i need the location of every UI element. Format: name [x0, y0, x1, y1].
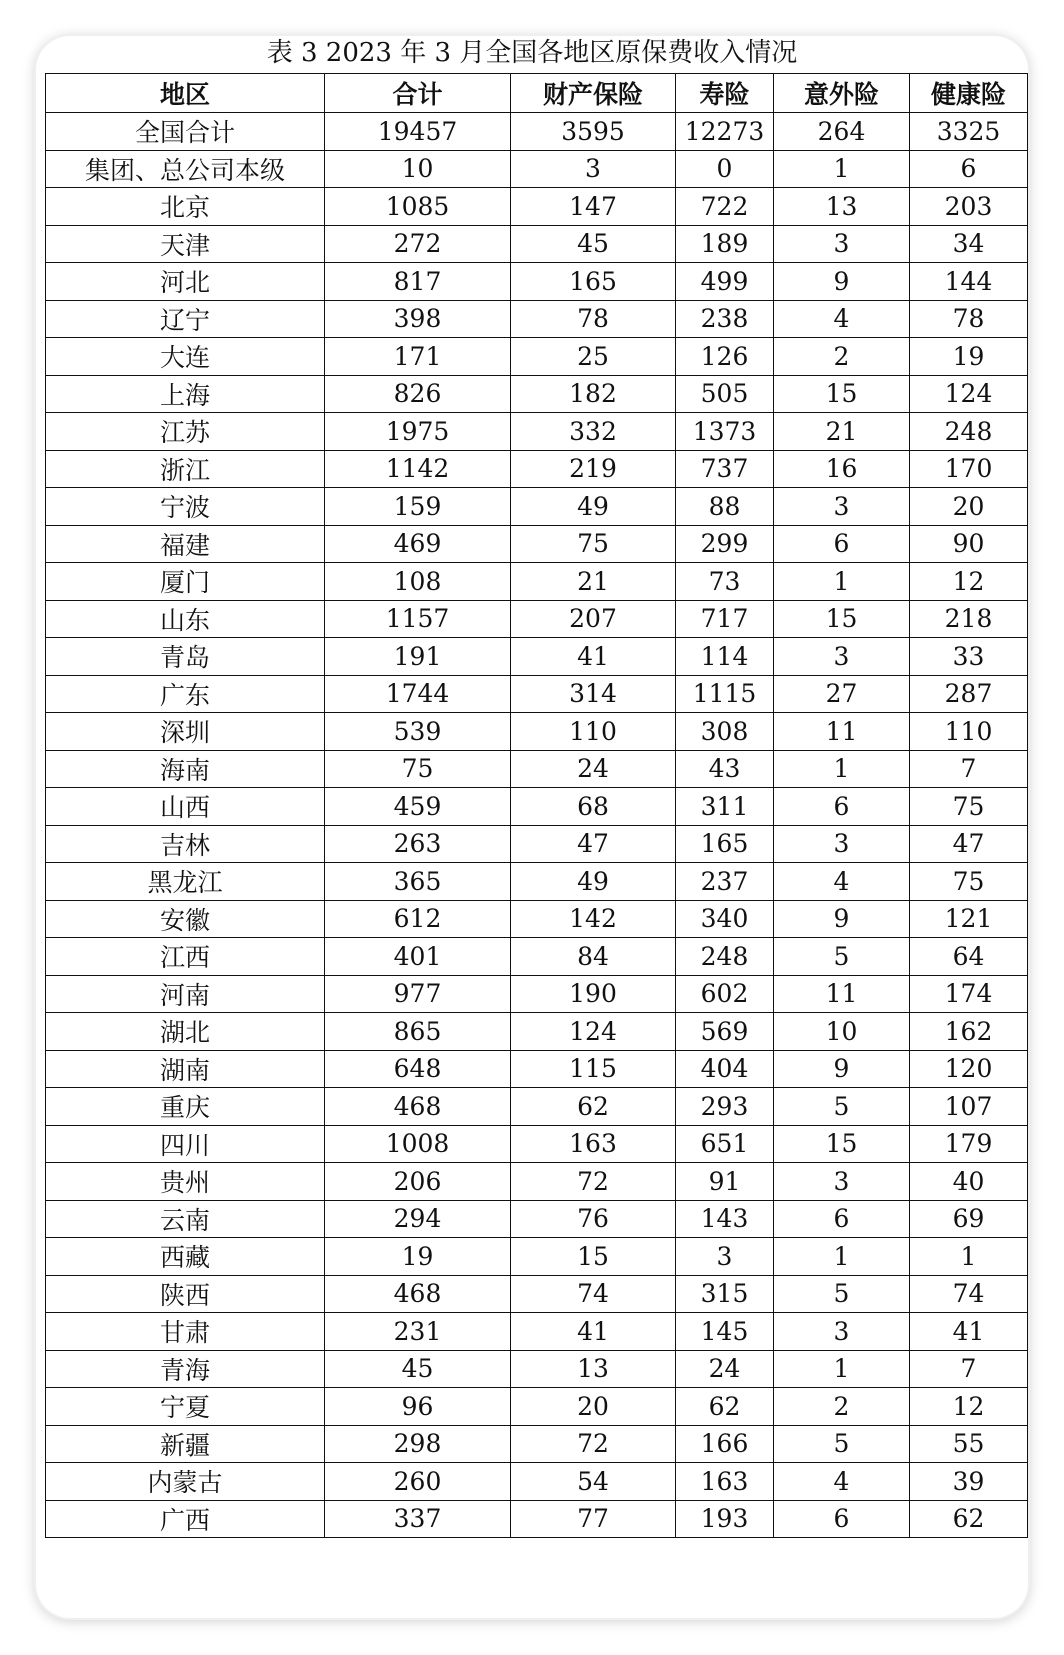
cell-accident: 264 [774, 113, 910, 151]
cell-total: 977 [325, 975, 511, 1013]
table-row [46, 713, 1028, 751]
table-row [46, 825, 1028, 863]
cell-region: 四川 [46, 1125, 325, 1163]
cell-total: 260 [325, 1463, 511, 1501]
cell-life: 114 [676, 638, 774, 676]
cell-region: 西藏 [46, 1238, 325, 1276]
table-row [46, 600, 1028, 638]
cell-region: 贵州 [46, 1163, 325, 1201]
cell-total: 191 [325, 638, 511, 676]
cell-health: 170 [910, 450, 1028, 488]
cell-accident: 3 [774, 638, 910, 676]
cell-health: 62 [910, 1500, 1028, 1538]
cell-life: 1373 [676, 413, 774, 451]
cell-accident: 5 [774, 1425, 910, 1463]
cell-region: 上海 [46, 375, 325, 413]
cell-accident: 4 [774, 1463, 910, 1501]
cell-total: 272 [325, 225, 511, 263]
cell-accident: 1 [774, 563, 910, 601]
cell-region: 重庆 [46, 1088, 325, 1126]
table-row [46, 1350, 1028, 1388]
cell-property: 41 [511, 638, 676, 676]
table-row [46, 450, 1028, 488]
cell-region: 江苏 [46, 413, 325, 451]
table-row [46, 1388, 1028, 1426]
cell-property: 207 [511, 600, 676, 638]
cell-property: 20 [511, 1388, 676, 1426]
cell-life: 43 [676, 750, 774, 788]
cell-property: 142 [511, 900, 676, 938]
cell-health: 78 [910, 300, 1028, 338]
cell-accident: 4 [774, 300, 910, 338]
cell-life: 1115 [676, 675, 774, 713]
cell-life: 340 [676, 900, 774, 938]
column-header-life: 寿险 [676, 74, 774, 113]
cell-life: 12273 [676, 113, 774, 151]
cell-health: 55 [910, 1425, 1028, 1463]
cell-health: 1 [910, 1238, 1028, 1276]
cell-total: 298 [325, 1425, 511, 1463]
cell-accident: 6 [774, 788, 910, 826]
cell-accident: 15 [774, 375, 910, 413]
cell-property: 24 [511, 750, 676, 788]
table-header-row [46, 74, 1028, 113]
cell-total: 539 [325, 713, 511, 751]
cell-total: 75 [325, 750, 511, 788]
cell-life: 248 [676, 938, 774, 976]
cell-region: 青岛 [46, 638, 325, 676]
cell-region: 新疆 [46, 1425, 325, 1463]
cell-region: 湖北 [46, 1013, 325, 1051]
cell-region: 黑龙江 [46, 863, 325, 901]
cell-life: 238 [676, 300, 774, 338]
table-row [46, 1275, 1028, 1313]
cell-total: 19457 [325, 113, 511, 151]
cell-region: 宁夏 [46, 1388, 325, 1426]
cell-accident: 3 [774, 1313, 910, 1351]
table-row [46, 1463, 1028, 1501]
cell-health: 47 [910, 825, 1028, 863]
cell-accident: 11 [774, 713, 910, 751]
cell-accident: 1 [774, 1350, 910, 1388]
cell-health: 203 [910, 188, 1028, 226]
cell-accident: 1 [774, 1238, 910, 1276]
cell-property: 21 [511, 563, 676, 601]
cell-region: 青海 [46, 1350, 325, 1388]
cell-property: 190 [511, 975, 676, 1013]
cell-total: 817 [325, 263, 511, 301]
cell-health: 110 [910, 713, 1028, 751]
cell-property: 3595 [511, 113, 676, 151]
cell-health: 287 [910, 675, 1028, 713]
cell-accident: 4 [774, 863, 910, 901]
cell-health: 19 [910, 338, 1028, 376]
cell-total: 96 [325, 1388, 511, 1426]
table-row [46, 375, 1028, 413]
cell-region: 广西 [46, 1500, 325, 1538]
table-row [46, 263, 1028, 301]
table-row [46, 1125, 1028, 1163]
cell-property: 25 [511, 338, 676, 376]
cell-health: 90 [910, 525, 1028, 563]
cell-total: 1085 [325, 188, 511, 226]
cell-life: 73 [676, 563, 774, 601]
cell-region: 山东 [46, 600, 325, 638]
cell-accident: 15 [774, 600, 910, 638]
cell-region: 宁波 [46, 488, 325, 526]
cell-accident: 3 [774, 1163, 910, 1201]
cell-life: 651 [676, 1125, 774, 1163]
table-row [46, 563, 1028, 601]
cell-property: 110 [511, 713, 676, 751]
cell-total: 19 [325, 1238, 511, 1276]
cell-life: 88 [676, 488, 774, 526]
cell-life: 499 [676, 263, 774, 301]
cell-accident: 9 [774, 1050, 910, 1088]
cell-life: 189 [676, 225, 774, 263]
cell-region: 海南 [46, 750, 325, 788]
cell-region: 河北 [46, 263, 325, 301]
table-title: 表 3 2023 年 3 月全国各地区原保费收入情况 [266, 38, 798, 68]
cell-property: 54 [511, 1463, 676, 1501]
table-row [46, 1200, 1028, 1238]
cell-accident: 3 [774, 825, 910, 863]
cell-life: 737 [676, 450, 774, 488]
cell-region: 全国合计 [46, 113, 325, 151]
cell-total: 1008 [325, 1125, 511, 1163]
cell-accident: 5 [774, 1088, 910, 1126]
cell-accident: 11 [774, 975, 910, 1013]
table-row [46, 863, 1028, 901]
table-row [46, 488, 1028, 526]
cell-accident: 1 [774, 750, 910, 788]
table-row [46, 1425, 1028, 1463]
cell-life: 24 [676, 1350, 774, 1388]
table-row [46, 188, 1028, 226]
cell-life: 143 [676, 1200, 774, 1238]
table-row [46, 150, 1028, 188]
cell-health: 248 [910, 413, 1028, 451]
cell-accident: 5 [774, 938, 910, 976]
cell-life: 3 [676, 1238, 774, 1276]
cell-accident: 1 [774, 150, 910, 188]
cell-region: 集团、总公司本级 [46, 150, 325, 188]
cell-property: 147 [511, 188, 676, 226]
cell-life: 163 [676, 1463, 774, 1501]
cell-total: 108 [325, 563, 511, 601]
cell-life: 91 [676, 1163, 774, 1201]
cell-health: 34 [910, 225, 1028, 263]
cell-total: 263 [325, 825, 511, 863]
table-row [46, 1500, 1028, 1538]
table-row [46, 1050, 1028, 1088]
cell-accident: 13 [774, 188, 910, 226]
cell-property: 115 [511, 1050, 676, 1088]
table-row [46, 338, 1028, 376]
cell-life: 299 [676, 525, 774, 563]
cell-life: 166 [676, 1425, 774, 1463]
cell-property: 72 [511, 1425, 676, 1463]
table-row [46, 1163, 1028, 1201]
cell-health: 33 [910, 638, 1028, 676]
cell-life: 0 [676, 150, 774, 188]
cell-total: 468 [325, 1275, 511, 1313]
cell-health: 120 [910, 1050, 1028, 1088]
column-header-property: 财产保险 [511, 74, 676, 113]
table-body [46, 113, 1028, 1538]
cell-accident: 21 [774, 413, 910, 451]
cell-health: 218 [910, 600, 1028, 638]
table-row [46, 975, 1028, 1013]
table-row [46, 225, 1028, 263]
cell-region: 浙江 [46, 450, 325, 488]
cell-life: 505 [676, 375, 774, 413]
column-header-region: 地区 [46, 74, 325, 113]
cell-health: 6 [910, 150, 1028, 188]
cell-total: 10 [325, 150, 511, 188]
premium-income-table [45, 73, 1028, 1538]
cell-health: 124 [910, 375, 1028, 413]
cell-region: 厦门 [46, 563, 325, 601]
table-row [46, 525, 1028, 563]
cell-property: 165 [511, 263, 676, 301]
cell-health: 121 [910, 900, 1028, 938]
cell-region: 山西 [46, 788, 325, 826]
cell-region: 大连 [46, 338, 325, 376]
cell-region: 北京 [46, 188, 325, 226]
cell-health: 12 [910, 1388, 1028, 1426]
cell-health: 40 [910, 1163, 1028, 1201]
cell-health: 7 [910, 1350, 1028, 1388]
cell-total: 294 [325, 1200, 511, 1238]
column-header-total: 合计 [325, 74, 511, 113]
cell-property: 124 [511, 1013, 676, 1051]
cell-life: 717 [676, 600, 774, 638]
cell-health: 107 [910, 1088, 1028, 1126]
cell-life: 165 [676, 825, 774, 863]
cell-total: 468 [325, 1088, 511, 1126]
cell-total: 231 [325, 1313, 511, 1351]
cell-life: 404 [676, 1050, 774, 1088]
cell-property: 314 [511, 675, 676, 713]
table-row [46, 113, 1028, 151]
cell-property: 77 [511, 1500, 676, 1538]
cell-total: 171 [325, 338, 511, 376]
cell-property: 3 [511, 150, 676, 188]
cell-total: 1142 [325, 450, 511, 488]
cell-property: 45 [511, 225, 676, 263]
cell-property: 76 [511, 1200, 676, 1238]
cell-property: 15 [511, 1238, 676, 1276]
cell-total: 398 [325, 300, 511, 338]
table-row [46, 788, 1028, 826]
cell-accident: 6 [774, 1500, 910, 1538]
column-header-accident: 意外险 [774, 74, 910, 113]
cell-total: 401 [325, 938, 511, 976]
cell-health: 75 [910, 788, 1028, 826]
cell-accident: 3 [774, 488, 910, 526]
table-row [46, 938, 1028, 976]
cell-total: 469 [325, 525, 511, 563]
cell-life: 293 [676, 1088, 774, 1126]
cell-property: 74 [511, 1275, 676, 1313]
cell-accident: 10 [774, 1013, 910, 1051]
cell-property: 78 [511, 300, 676, 338]
cell-region: 河南 [46, 975, 325, 1013]
cell-region: 内蒙古 [46, 1463, 325, 1501]
cell-accident: 3 [774, 225, 910, 263]
cell-accident: 27 [774, 675, 910, 713]
cell-life: 308 [676, 713, 774, 751]
cell-life: 237 [676, 863, 774, 901]
cell-accident: 9 [774, 263, 910, 301]
cell-total: 159 [325, 488, 511, 526]
cell-total: 1975 [325, 413, 511, 451]
cell-accident: 5 [774, 1275, 910, 1313]
cell-region: 深圳 [46, 713, 325, 751]
cell-health: 144 [910, 263, 1028, 301]
table-row [46, 300, 1028, 338]
cell-property: 49 [511, 488, 676, 526]
cell-property: 219 [511, 450, 676, 488]
cell-region: 安徽 [46, 900, 325, 938]
cell-property: 182 [511, 375, 676, 413]
cell-health: 39 [910, 1463, 1028, 1501]
cell-region: 湖南 [46, 1050, 325, 1088]
table-row [46, 750, 1028, 788]
cell-health: 174 [910, 975, 1028, 1013]
cell-health: 75 [910, 863, 1028, 901]
cell-property: 62 [511, 1088, 676, 1126]
cell-region: 辽宁 [46, 300, 325, 338]
cell-property: 75 [511, 525, 676, 563]
cell-total: 865 [325, 1013, 511, 1051]
table-row [46, 1238, 1028, 1276]
cell-life: 145 [676, 1313, 774, 1351]
cell-total: 826 [325, 375, 511, 413]
cell-life: 569 [676, 1013, 774, 1051]
cell-total: 45 [325, 1350, 511, 1388]
cell-health: 179 [910, 1125, 1028, 1163]
cell-health: 20 [910, 488, 1028, 526]
cell-property: 163 [511, 1125, 676, 1163]
cell-accident: 16 [774, 450, 910, 488]
cell-region: 福建 [46, 525, 325, 563]
cell-total: 1744 [325, 675, 511, 713]
column-header-health: 健康险 [910, 74, 1028, 113]
cell-region: 甘肃 [46, 1313, 325, 1351]
table-row [46, 900, 1028, 938]
cell-region: 云南 [46, 1200, 325, 1238]
cell-region: 陕西 [46, 1275, 325, 1313]
cell-accident: 9 [774, 900, 910, 938]
cell-accident: 6 [774, 1200, 910, 1238]
cell-total: 459 [325, 788, 511, 826]
cell-property: 72 [511, 1163, 676, 1201]
cell-total: 365 [325, 863, 511, 901]
cell-region: 天津 [46, 225, 325, 263]
cell-accident: 2 [774, 1388, 910, 1426]
cell-total: 337 [325, 1500, 511, 1538]
table-row [46, 638, 1028, 676]
cell-accident: 15 [774, 1125, 910, 1163]
cell-health: 74 [910, 1275, 1028, 1313]
table-row [46, 413, 1028, 451]
cell-total: 206 [325, 1163, 511, 1201]
table-row [46, 1013, 1028, 1051]
cell-accident: 6 [774, 525, 910, 563]
table-row [46, 675, 1028, 713]
cell-property: 47 [511, 825, 676, 863]
cell-region: 广东 [46, 675, 325, 713]
cell-life: 62 [676, 1388, 774, 1426]
cell-health: 7 [910, 750, 1028, 788]
table-row [46, 1313, 1028, 1351]
cell-property: 49 [511, 863, 676, 901]
cell-property: 332 [511, 413, 676, 451]
cell-region: 江西 [46, 938, 325, 976]
cell-total: 612 [325, 900, 511, 938]
cell-life: 315 [676, 1275, 774, 1313]
cell-life: 193 [676, 1500, 774, 1538]
cell-life: 722 [676, 188, 774, 226]
cell-health: 41 [910, 1313, 1028, 1351]
cell-life: 602 [676, 975, 774, 1013]
cell-region: 吉林 [46, 825, 325, 863]
cell-total: 1157 [325, 600, 511, 638]
cell-life: 311 [676, 788, 774, 826]
cell-health: 162 [910, 1013, 1028, 1051]
cell-health: 69 [910, 1200, 1028, 1238]
cell-property: 41 [511, 1313, 676, 1351]
cell-property: 13 [511, 1350, 676, 1388]
cell-health: 3325 [910, 113, 1028, 151]
cell-health: 64 [910, 938, 1028, 976]
table-row [46, 1088, 1028, 1126]
cell-health: 12 [910, 563, 1028, 601]
cell-property: 84 [511, 938, 676, 976]
cell-property: 68 [511, 788, 676, 826]
cell-accident: 2 [774, 338, 910, 376]
cell-total: 648 [325, 1050, 511, 1088]
cell-life: 126 [676, 338, 774, 376]
